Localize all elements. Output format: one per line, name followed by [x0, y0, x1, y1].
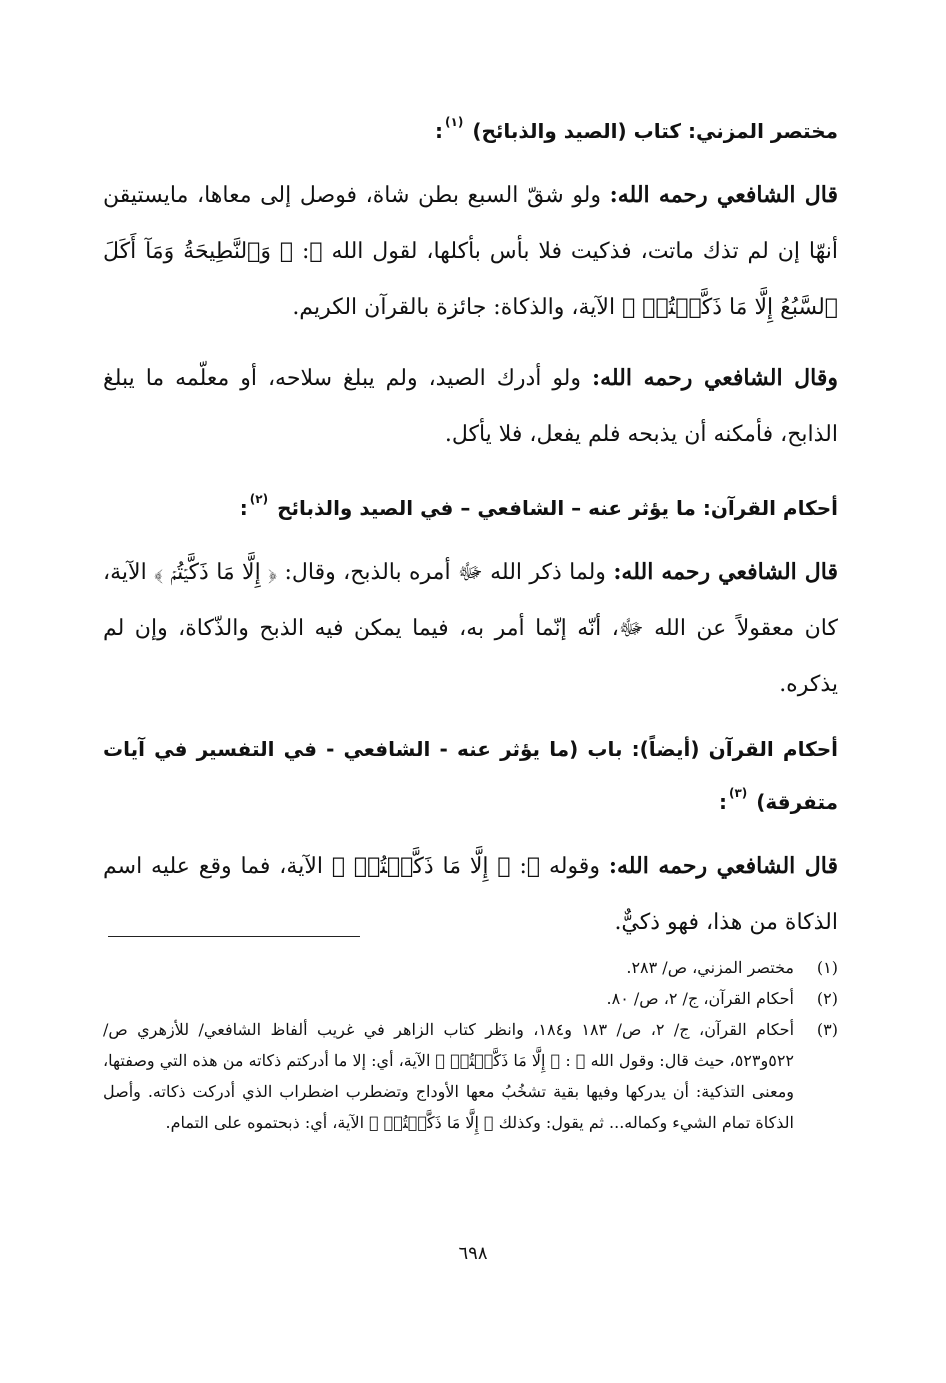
footnotes — [103, 952, 838, 1138]
footnote-number: (٣) — [816, 1020, 838, 1039]
section-heading-2 — [103, 477, 838, 530]
heading-text: أحكام القرآن (أيضاً): باب (ما يؤثر عنه - الشافعي - في التفسير في آيات متفرقة) — [103, 737, 838, 814]
paragraph — [103, 350, 838, 463]
paragraph-lead: وقال الشافعي رحمه الله: — [591, 365, 838, 391]
footnote-item — [103, 983, 838, 1014]
footnote-ref[interactable]: (٢) — [249, 492, 269, 506]
paragraph — [103, 167, 838, 336]
paragraph — [103, 544, 838, 713]
paragraph-text: ولو أدرك الصيد، ولم يبلغ سلاحه، أو معلّمه ما يبلغ الذابح، فأمكنه أن يذبحه فلم يفعل، فلا يأكل. — [103, 366, 838, 447]
footnote-item — [103, 952, 838, 983]
section-heading-3 — [103, 727, 838, 824]
paragraph-text: ولما ذكر الله ﷻ أمره بالذبح، وقال: ﴿ إِلَّا مَا ذَكَّيۡتُمۡ ﴾ الآية، كان معقولاً عن الله ﷻ، أنّه إنّما أمر به، فيما يمكن فيه الذبح والذّكاة، وإن لم يذكره. — [103, 560, 838, 697]
paragraph-lead: قال الشافعي رحمه الله: — [609, 182, 838, 208]
paragraph-lead: قال الشافعي رحمه الله: — [608, 853, 839, 879]
heading-text: أحكام القرآن: ما يؤثر عنه – الشافعي – في الصيد والذبائح — [277, 496, 838, 520]
paragraph-lead: قال الشافعي رحمه الله: — [613, 559, 838, 585]
paragraph — [103, 838, 838, 951]
footnote-item — [103, 1014, 838, 1138]
section-heading-1 — [103, 100, 838, 153]
heading-colon: : — [435, 119, 444, 143]
footnote-ref[interactable]: (٣) — [728, 786, 748, 800]
footnote-text: أحكام القرآن، ج/ ٢، ص/ ١٨٣ و١٨٤، وانظر كتاب الزاهر في غريب ألفاظ الشافعي/ للأزهري ص/ ٥٢٢و٥٢٣، حيث قال: وقول الله ﷻ : ﴿ إِلَّا مَا ذَكَّيۡتُمۡ ﴾ الآية، أي: إلا ما أدركتم ذكاته من هذه التي وصفتها، ومعنى التذكية: أن يدركها وفيها بقية تشخُبُ معها الأوداج وتضطرب اضطراب الذي أدركت ذكاته. وأصل الذكاة تمام الشيء وكماله... ثم يقول: وكذلك ﴿ إِلَّا مَا ذَكَّيۡتُمۡ ﴾ الآية، أي: ذبحتموه على التمام. — [103, 1020, 795, 1132]
paragraph-text: وقوله ﷻ: ﴿ إِلَّا مَا ذَكَّيۡتُمۡ ﴾ الآية، فما وقع عليه اسم الذكاة من هذا، فهو ذكيٌّ. — [103, 854, 838, 935]
footnote-ref[interactable]: (١) — [445, 115, 464, 129]
page-number: ٦٩٨ — [458, 1243, 488, 1264]
footnote-number: (١) — [816, 958, 838, 977]
heading-text: مختصر المزني: كتاب (الصيد والذبائح) — [472, 119, 838, 143]
main-text — [103, 100, 838, 965]
footnote-number: (٢) — [816, 989, 838, 1008]
heading-colon: : — [718, 790, 727, 814]
footnote-text: مختصر المزني، ص/ ٢٨٣. — [626, 958, 794, 977]
heading-colon: : — [239, 496, 248, 520]
paragraph-text: ولو شقّ السبع بطن شاة، فوصل إلى معاها، مايستيقن أنهّا إن لم تذك ماتت، فذكيت فلا بأس بأكلها، لقول الله ﷻ: ﴿ وَٱلنَّطِيحَةُ وَمَآ أَكَلَ ٱلسَّبُعُ إِلَّا مَا ذَكَّيۡتُمۡ ﴾ الآية، والذكاة: جائزة بالقرآن الكريم. — [103, 183, 838, 320]
footnote-text: أحكام القرآن، ج/ ٢، ص/ ٨٠. — [606, 989, 794, 1008]
footnote-divider — [108, 936, 360, 937]
